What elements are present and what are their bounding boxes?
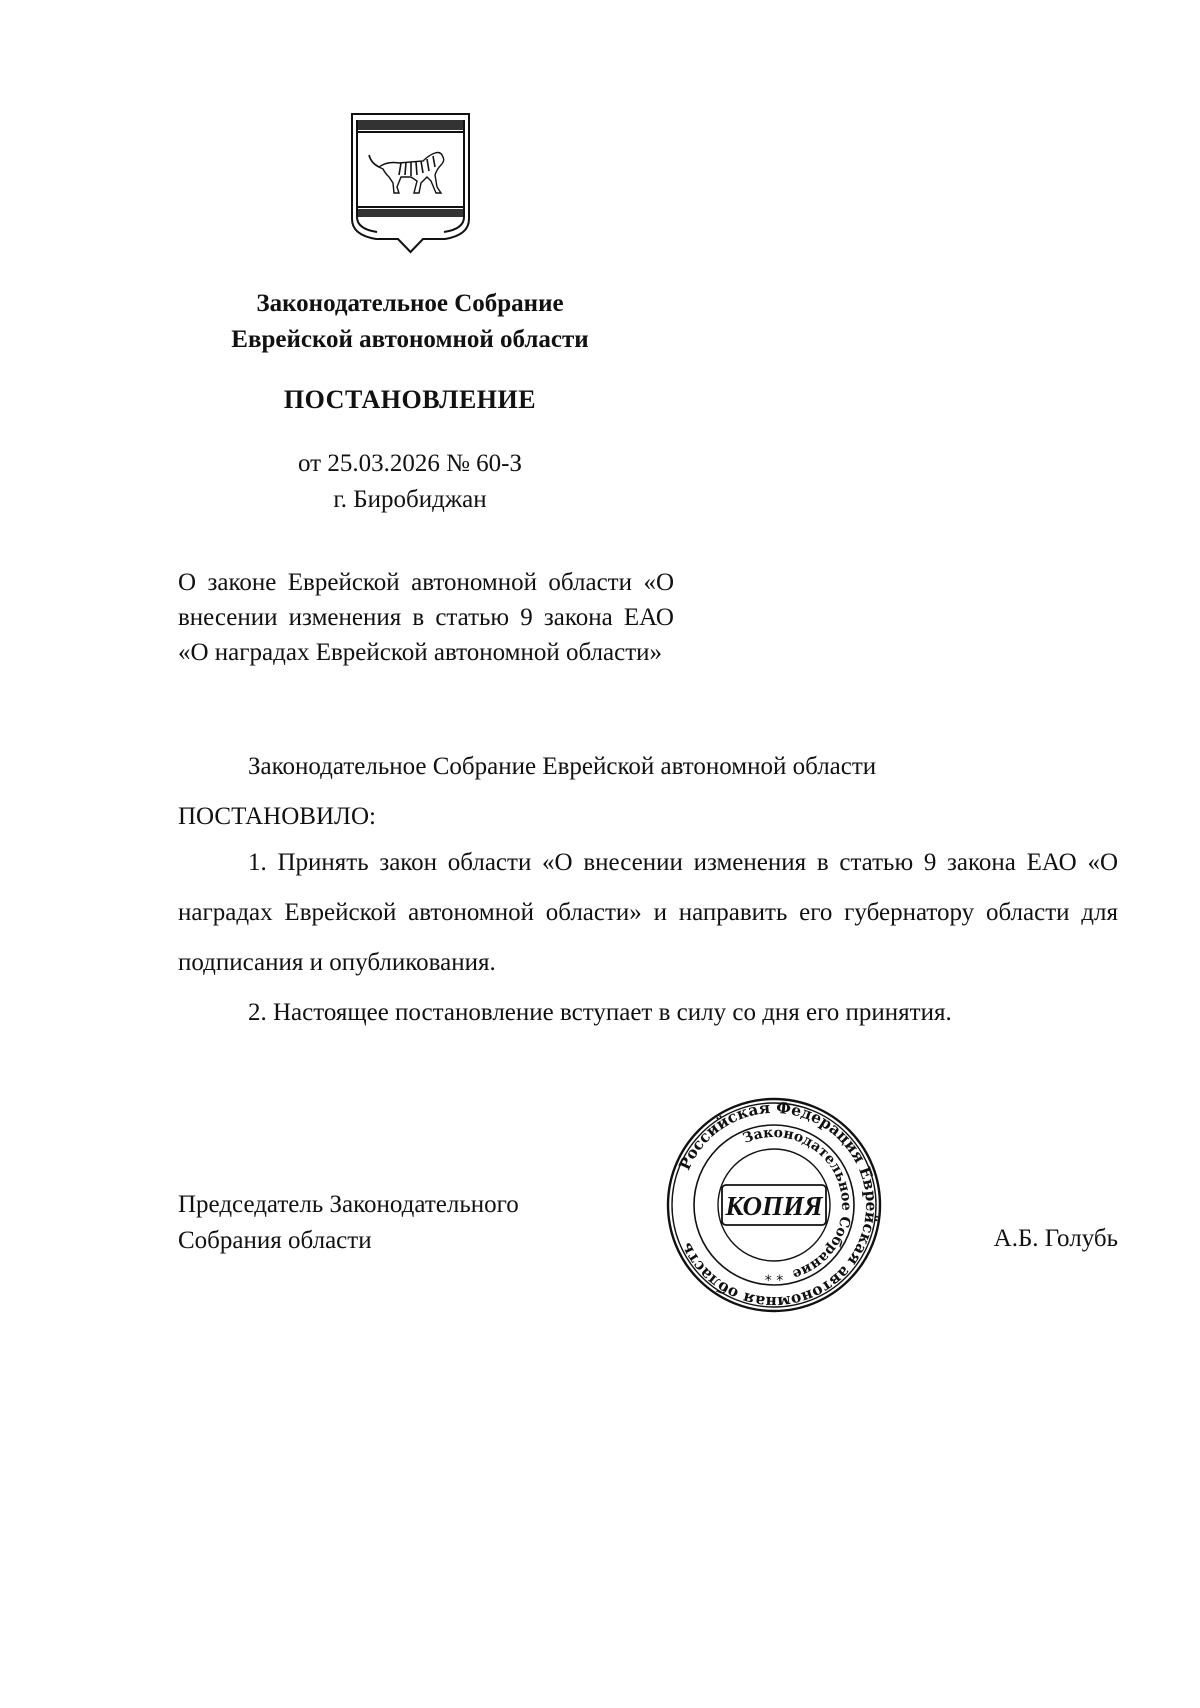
copy-seal-stamp (664, 1095, 884, 1315)
document-meta (150, 446, 670, 518)
preamble-text: Законодательное Собрание Еврейской автономной области (248, 753, 877, 780)
clauses (178, 838, 1118, 1038)
preamble (178, 742, 1118, 842)
signatory-name: А.Б. Голубь (993, 1225, 1118, 1252)
coat-of-arms-tiger-icon (349, 111, 472, 257)
city: г. Биробиджан (333, 486, 487, 513)
organization-line-2: Еврейской автономной области (231, 326, 589, 353)
date-number: от 25.03.2026 № 60-З (297, 450, 523, 477)
decided-heading: ПОСТАНОВИЛО: (178, 803, 376, 830)
seal-inner-text: Законодательное Собрание (740, 1124, 855, 1283)
seal-center-text: КОПИЯ (725, 1191, 823, 1221)
seal-outer-text: Российская Федерация Еврейская автономная область (674, 1097, 882, 1313)
signatory-title-line-2: Собрания области (178, 1227, 372, 1254)
organization-name (150, 286, 670, 358)
signatory-title-line-1: Председатель Законодательного (178, 1191, 519, 1218)
document-type: ПОСТАНОВЛЕНИЕ (283, 385, 537, 414)
signatory-title (178, 1187, 519, 1259)
document-subject: О законе Еврейской автономной области «О внесении изменения в статью 9 закона ЕАО «О наградах Еврейской автономной области» (178, 569, 674, 666)
seal-stars: * * (764, 1273, 784, 1289)
clause-1: 1. Принять закон области «О внесении изменения в статью 9 закона ЕАО «О наградах Еврейской автономной области» и направить его губернатору области для подписания и опубликования. (178, 849, 1118, 976)
organization-line-1: Законодательное Собрание (256, 290, 564, 317)
clause-2: 2. Настоящее постановление вступает в силу со дня его принятия. (248, 999, 952, 1026)
